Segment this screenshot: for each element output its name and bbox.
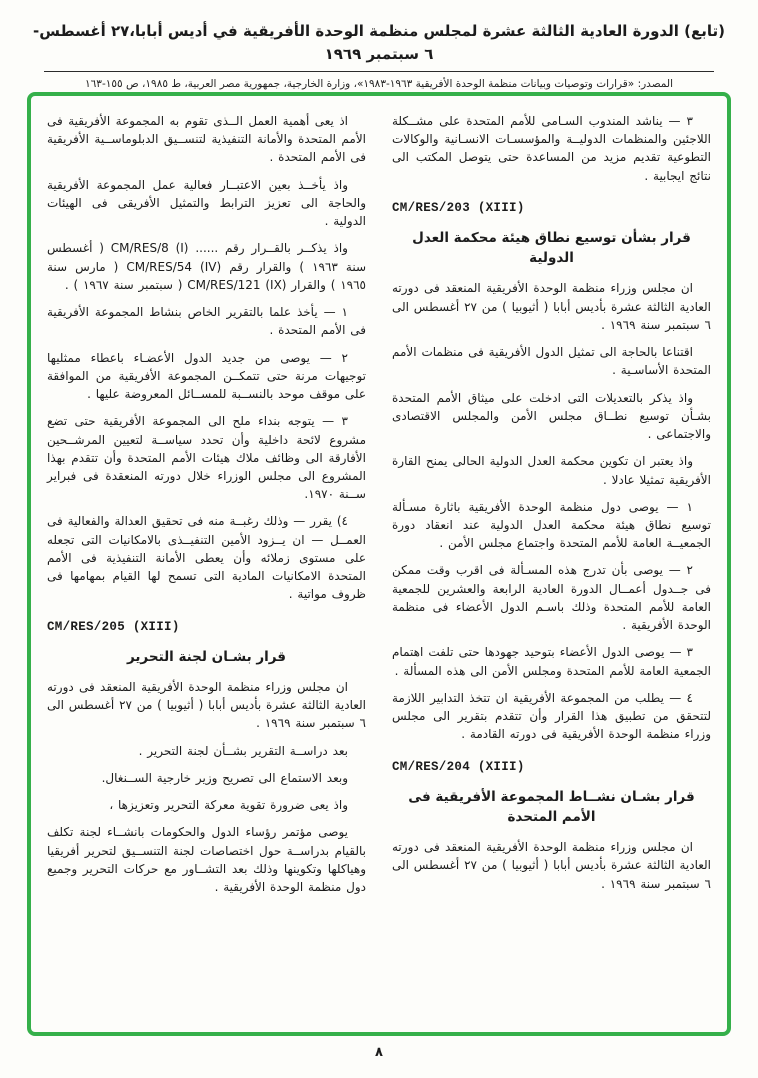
paragraph: ٢ — يوصى من جديد الدول الأعضـاء باعطاء ممثليها توجيهات مرنة حتى تتمكــن المجموعة الأفريقية من الموافقة على موقف موحد بالنســبة للمســائل المعروضة عليها . — [47, 350, 366, 402]
header-source: المصدر: «قرارات وتوصيات وبيانات منظمة الوحدة الأفريقية ١٩٦٣-١٩٨٣»، وزارة الخارجية، جمهورية مصر العربية، ط ١٩٨٥، ص ١٥٥-١٦٣ — [85, 78, 673, 90]
paragraph: اذ يعى أهمية العمل الــذى تقوم به المجموعة الأفريقية فى الأمم المتحدة والأمانة التنفيذية لتنســيق الدبلوماســية الأفريقية فى الأمم المتحدة . — [47, 114, 366, 165]
paragraph: ٣ — يوصى الدول الأعضاء بتوحيد جهودها حتى تلفت اهتمام الجمعية العامة للأمم المتحدة ومجلس الأمن الى هذه المسألة . — [392, 645, 711, 678]
paragraph: بعد دراســة التقرير بشــأن لجنة التحرير . — [138, 743, 348, 758]
paragraph: واذ يعى ضرورة تقوية معركة التحرير وتعزيزها ، — [109, 798, 348, 813]
resolution-code: CM/RES/204 (XIII) — [392, 759, 525, 774]
resolution-code: CM/RES/203 (XIII) — [392, 200, 525, 215]
paragraph: ١ — يوصى دول منظمة الوحدة الأفريقية باثارة مسـألة توسيع نطاق هيئة محكمة العدل الدولية عند انعقاد دورة الجمعيــة العامة للأمم المتحدة واجتماع مجلس الأمن . — [392, 499, 711, 551]
paragraph: ٢ — يوصى بأن تدرج هذه المسـألة فى اقرب وقت ممكن فى جــدول أعمــال الدورة العادية الرابعة والعشرين للجمعية العامة للأمم المتحدة وذلك باسـم الدول الأعضاء فى منظمة الوحدة الأفريقية . — [392, 563, 711, 633]
paragraph: واذ يذكر بالتعديلات التى ادخلت على ميثاق الأمم المتحدة بشـأن توسيع نطــاق مجلس الأمن والمجلس الاقتصادى والاجتماعى . — [392, 390, 711, 442]
column-right — [392, 112, 711, 1022]
header-title: (تابع) الدورة العادية الثالثة عشرة لمجلس منظمة الوحدة الأفريقية في أديس أبابا،٢٧ أغسطس- ٦ سبتمبر ١٩٦٩ — [33, 22, 725, 63]
paragraph: ٤) يقرر — وذلك رغبــة منه فى تحقيق العدالة والفعالية فى العمــل — ان يــزود الأمين التنفيــذى بالامكانيات التى تجعله على مستوى زملائه وأن يعطى الأمانة التنفيذية فى الأمم المتحدة الامكانيات المادية التى تسمح لها القيام بمهامها فى ظروف مواتية . — [47, 514, 366, 602]
paragraph: ١ — يأخذ علما بالتقرير الخاص بنشاط المجموعة الأفريقية فى الأمم المتحدة . — [47, 305, 366, 338]
paragraph: ان مجلس وزراء منظمة الوحدة الأفريقية المنعقد فى دورته العادية الثالثة عشرة بأديس أبابا ( أثيوبيا ) من ٢٧ أغسطس الى ٦ سبتمبر سنة ١٩٦٩ . — [47, 679, 366, 731]
resolution-title: قرار بشأن توسيع نطاق هيئة محكمة العدل الدولية — [412, 229, 691, 267]
paragraph: ان مجلس وزراء منظمة الوحدة الأفريقية المنعقد فى دورته العادية الثالثة عشرة بأديس أبابا ( أثيوبيا ) من ٢٧ أغسطس الى ٦ سبتمبر سنة ١٩٦٩ . — [392, 840, 711, 891]
paragraph: ٣ — يتوجه بنداء ملح الى المجموعة الأفريقية حتى تضع مشروع لائحة داخلية وأن تحدد سياســة لتعيين المرشــحين الأفارقة الى وظائف ملاك هيئات الأمم المتحدة وأن تتقدم بهذا المشروع الى مجلس الوزراء خلال دورته المنعقدة فى فبراير ســنة ١٩٧٠. — [47, 414, 366, 502]
paragraph: ٤ — يطلب من المجموعة الأفريقية ان تتخذ التدابير اللازمة لتتحقق من تطبيق هذا القرار وأن تتقدم بتقرير الى مجلس وزراء منظمة الوحدة الأفريقية فى دورته القادمة . — [392, 690, 711, 742]
paragraph: واذ يذكــر بالقــرار رقم ...... CM/RES/8 (I) ( أغسطس سنة ١٩٦٣ ) والقرار رقم CM/RES/54 (IV) ( مارس سنة ١٩٦٥ ) والقرار CM/RES/121 (IX) ( سبتمبر سنة ١٩٦٧ ) . — [47, 241, 366, 292]
paragraph: واذ يعتبر ان تكوين محكمة العدل الدولية الحالى يمنح القارة الأفريقية تمثيلا عادلا . — [392, 454, 711, 487]
resolution-title: قرار بشـان لجنة التحرير — [126, 648, 287, 665]
paragraph: وبعد الاستماع الى تصريح وزير خارجية الســنغال. — [101, 770, 348, 785]
paragraph: اقتناعا بالحاجة الى تمثيل الدول الأفريقية فى منظمات الأمم المتحدة الأساسـية . — [392, 345, 711, 378]
paragraph: ٣ — يناشد المندوب السـامى للأمم المتحدة على مشــكلة اللاجئين والمنظمات الدوليــة والمؤسسـات الانسـانية والوكالات التطوعية تقديم مزيد من المساعدة حتى يتوصل المكتب الى نتائج ايجابية . — [392, 114, 711, 183]
content-frame — [27, 92, 731, 1036]
page-number: ٨ — [375, 1045, 383, 1060]
page-header — [0, 0, 758, 92]
header-divider — [44, 71, 714, 72]
paragraph: واذ يأخــذ بعين الاعتبــار فعالية عمل المجموعة الأفريقية والحاجة الى تعزيز الترابط والتمثيل الأفريقى فى الهيئات الدولية . — [47, 177, 366, 229]
resolution-code: CM/RES/205 (XIII) — [47, 619, 180, 634]
paragraph: ان مجلس وزراء منظمة الوحدة الأفريقية المنعقد فى دورته العادية الثالثة عشرة بأديس أبابا ( أثيوبيا ) من ٢٧ أغسطس الى ٦ سبتمبر سنة ١٩٦٩ . — [392, 281, 711, 332]
resolution-title: قرار بشـان نشــاط المجموعة الأفريقية فى الأمم المتحدة — [408, 788, 695, 825]
column-left — [47, 112, 366, 1022]
paragraph: يوصى مؤتمر رؤساء الدول والحكومات بانشــاء لجنة تكلف بالقيام بدراســة حول اختصاصات لجنة التنســيق لتحرير أفريقيا وهياكلها وتكوينها وذلك بعد التشــاور مع حركات التحرير وجميع دول منظمة الوحدة الأفريقية . — [47, 825, 366, 894]
